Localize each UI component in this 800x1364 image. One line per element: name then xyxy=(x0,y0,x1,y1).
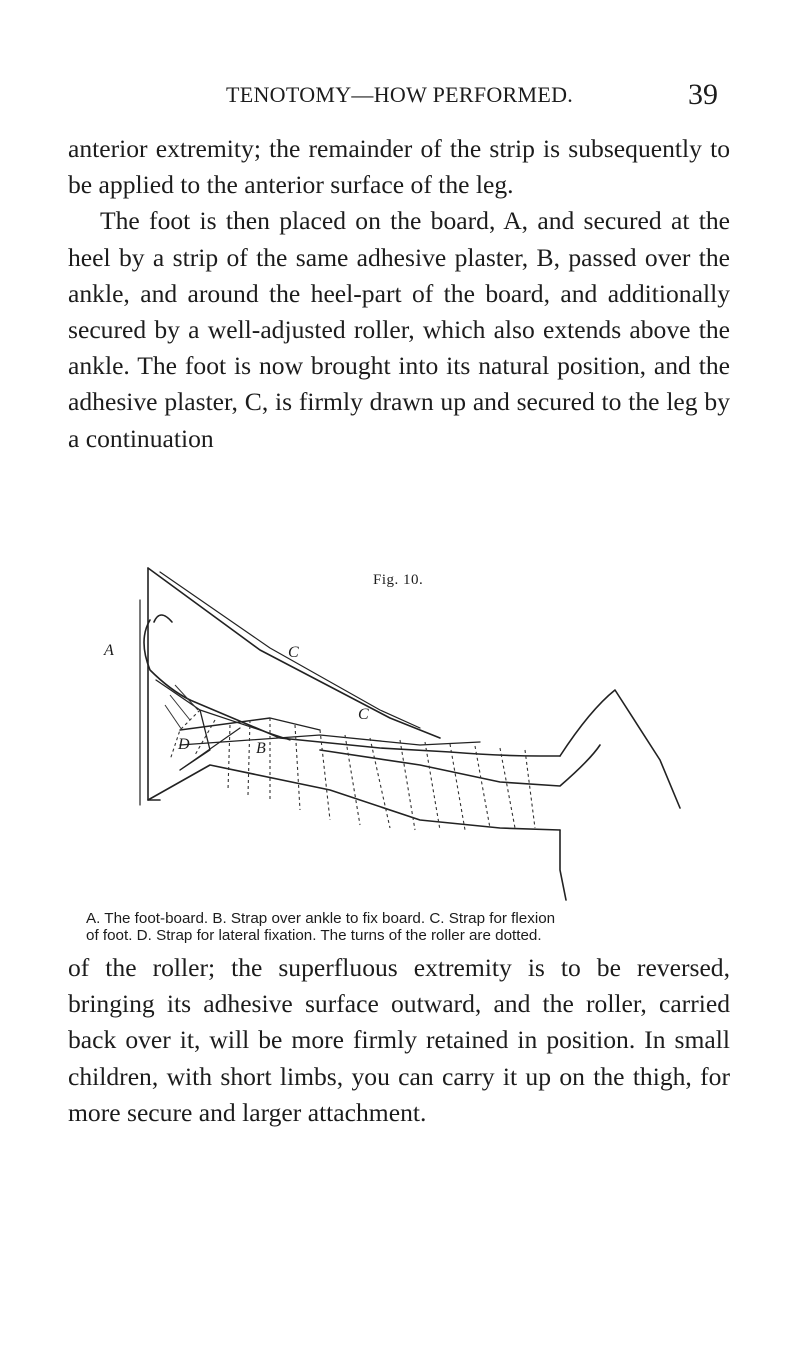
caption-line-2: of foot. D. Strap for lateral fixation. The turns of the roller are dotted. xyxy=(86,927,542,944)
paragraph-roller: of the roller; the superfluous extremity is to be reversed, bringing its adhesive surface outward, and the roller, carried back over it, will be more firmly retained in position. In small children, with short limbs, you can carry it up on the thigh, for more secure and larger attachment. xyxy=(68,953,730,1127)
foot-board-outline xyxy=(148,568,160,800)
figure-10 xyxy=(104,560,690,905)
figure-caption xyxy=(86,910,736,944)
figure-label: Fig. 10. xyxy=(373,572,424,588)
caption-line-1: A. The foot-board. B. Strap over ankle to fix board. C. Strap for flexion xyxy=(86,910,556,927)
label-c-lower: C xyxy=(358,706,369,723)
running-title: TENOTOMY—HOW PERFORMED. xyxy=(226,82,574,107)
page-header xyxy=(0,78,800,122)
paragraph-foot-board: The foot is then placed on the board, A, and secured at the heel by a strip of the same adhesive plaster, B, passed over the ankle, and around the heel-part of the board, and additionally secured by a well-adjusted roller, which also extends above the ankle. The foot is now brought into its natural position, and the adhesive plaster, C, is firmly drawn up and secured to the leg by a continuation xyxy=(68,206,730,453)
foot-board-illustration xyxy=(120,560,690,905)
paragraph-continuation: anterior extremity; the remainder of the strip is subsequently to be applied to the anterior surface of the leg. xyxy=(68,134,730,200)
label-c-upper: C xyxy=(288,644,299,661)
label-a: A xyxy=(104,642,114,659)
label-d: D xyxy=(178,736,190,753)
body-text-bottom xyxy=(68,950,730,1131)
label-b: B xyxy=(256,740,266,757)
page-number: 39 xyxy=(688,78,718,111)
body-text-top xyxy=(68,131,730,457)
